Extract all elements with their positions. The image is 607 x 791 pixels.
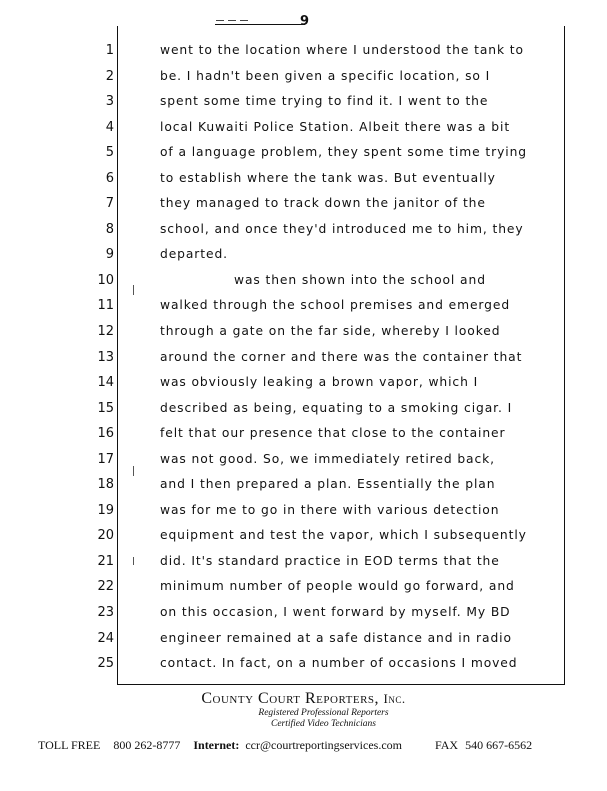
line-number: 5 [105,145,114,161]
top-rule [215,24,305,25]
transcript-line: through a gate on the far side, whereby I looked [160,324,501,339]
line-number: 2 [105,68,114,84]
line-number: 8 [105,221,114,237]
line-number: 25 [97,656,114,672]
footer-contact [38,738,598,753]
transcript-line: equipment and test the vapor, which I subsequently [160,528,527,543]
line-number: 20 [97,528,114,544]
transcript-line: spent some time trying to find it. I went to the [160,94,489,109]
transcript-line: was not good. So, we immediately retired back, [160,451,495,466]
transcript-line: they managed to track down the janitor of the [160,196,486,211]
transcript-line: engineer remained at a safe distance and in radio [160,630,512,645]
transcript-line: on this occasion, I went forward by myself. My BD [160,605,511,620]
footer-subtitle-1: Registered Professional Reporters [258,708,389,718]
footer-subtitle-2: Certified Video Technicians [270,719,376,729]
toll-free-number: 800 262-8777 [113,738,181,752]
line-number: 17 [97,451,114,467]
line-number: 7 [105,196,114,212]
scan-mark [216,20,224,21]
transcript-line: described as being, equating to a smoking cigar. I [160,400,513,415]
left-margin-tick [133,466,134,476]
line-number: 16 [97,426,114,442]
transcript-line: be. I hadn't been given a specific location, so I [160,68,491,83]
line-number: 1 [105,43,114,58]
line-number: 12 [97,324,114,340]
line-number: 19 [97,502,114,518]
transcript-line: contact. In fact, on a number of occasions I moved [160,656,518,671]
transcript-line: around the corner and there was the container that [160,349,523,364]
line-numbers [70,38,114,677]
line-number: 23 [97,605,114,621]
transcript-line: did. It's standard practice in EOD terms that the [160,553,500,568]
transcript-text [160,38,560,677]
toll-free-label: TOLL FREE [38,738,101,752]
line-number: 14 [97,375,114,391]
page-number: 9 [300,14,310,29]
transcript-line: to establish where the tank was. But eventually [160,170,496,185]
company-name: County Court Reporters, [201,690,380,707]
transcript-line: was obviously leaking a brown vapor, which I [160,375,479,390]
transcript-line: of a language problem, they spent some time trying [160,145,527,160]
line-number: 9 [105,247,114,263]
left-margin-tick [133,285,134,295]
line-number: 13 [97,349,114,365]
line-number: 21 [97,553,114,569]
line-number: 4 [105,119,114,135]
scan-mark [240,20,248,21]
transcript-line: local Kuwaiti Police Station. Albeit there was a bit [160,119,511,134]
internet-label: Internet: [193,738,240,752]
line-number: 6 [105,170,114,186]
line-number: 24 [97,630,114,646]
fax-number: 540 667-6562 [465,738,533,752]
footer-company [0,690,607,708]
transcript-line: went to the location where I understood the tank to [160,43,524,57]
transcript-line: departed. [160,247,228,262]
left-margin-tick [133,557,134,565]
line-number: 22 [97,579,114,595]
transcript-line: and I then prepared a plan. Essentially the plan [160,477,496,492]
line-number: 3 [105,94,114,110]
line-number: 18 [97,477,114,493]
line-number: 10 [97,272,114,288]
scan-mark [228,20,236,21]
transcript-line: minimum number of people would go forward, and [160,579,515,594]
line-number: 11 [97,298,114,314]
fax-label: FAX [434,738,459,752]
transcript-line: was for me to go in there with various detection [160,502,500,517]
transcript-line: felt that our presence that close to the container [160,426,506,441]
line-number: 15 [97,400,114,416]
transcript-line: walked through the school premises and emerged [160,298,511,313]
footer [0,690,607,730]
company-suffix: Inc. [383,691,406,706]
transcript-line: was then shown into the school and [234,272,486,287]
transcript-line: school, and once they'd introduced me to him, they [160,221,524,236]
internet-address: ccr@courtreportingservices.com [245,738,402,752]
